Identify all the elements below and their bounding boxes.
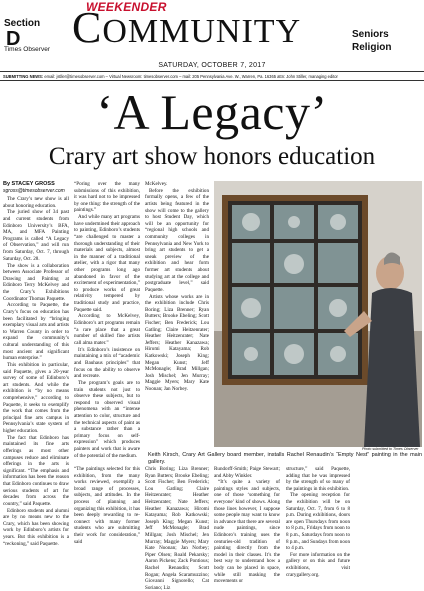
article-column-2	[74, 181, 140, 459]
subheadline: Crary art show honors education	[48, 143, 376, 170]
paragraph: The program’s goals are to train students not just to observe these subjects, but to respond to observed visual phenomena with an “intense attention to color, structure and the technical aspects of paint as a substance rather than a primary focus on self-expression” which produces painters and work that is aware of the potential of the medium.	[74, 380, 140, 459]
paragraph: According to McKelvey, Edinboro’s art programs remain “a rare place that a great number of skilled fine artists call alma mater.”	[74, 313, 140, 346]
paragraph: “It’s quite a variety of paintings styles and subjects, one of those ‘something for everyone’ kind of shows. Along those lines however, I suppose some people may want to know in advance that there are several nude paintings, since Edinboro’s training uses the centuries-old tradition of painting directly from the model in their classes. It’s the best way to understand how a body can be placed in space, while still masking the movements or	[214, 479, 280, 585]
paragraph: For more information on the gallery or on this and future exhibitions, visit crarygallery.org.	[286, 551, 350, 578]
photo-credit: Photo submitted to Times Observer	[362, 447, 419, 451]
article-column-7	[286, 466, 350, 578]
section-word: Section	[4, 18, 41, 29]
paragraph: McKelvey.	[145, 181, 168, 187]
topic-religion: Religion	[352, 42, 392, 53]
paragraph: Rundorff-Smith; Paige Stewart; and Abby Winkler.	[214, 466, 280, 479]
paragraph: This exhibition in particular, said Paquette, gives a 20-year survey of some of Edinboro’s art students. And while the exhibition is “by no means comprehensive,” according to Paquette, it seeks to exemplify the work that comes from the principal fine arts campus in Pennsylvania’s state system of higher education.	[3, 362, 69, 434]
article-column-6	[214, 466, 280, 585]
article-photo	[214, 181, 422, 447]
issue-date: SATURDAY, OCTOBER 7, 2017	[158, 62, 266, 69]
publication-name: Times Observer	[4, 46, 50, 53]
section-title-rest: OMMUNITY	[102, 13, 302, 50]
paragraph: “The paintings selected for this exhibition, from the many works reviewed, exemplify a broad range of processes, subjects, and attitudes. In the process of planning and organizing this exhibition, it has been deeply rewarding to re-connect with many former students who are submitting their work for consideration,” said	[74, 466, 140, 545]
headline: ‘A Legacy’	[96, 84, 328, 140]
gallery-photo-illustration	[214, 181, 422, 447]
submit-news-label: SUBMITTING NEWS:	[3, 74, 44, 79]
submit-news-bar	[0, 71, 424, 81]
submit-news-text: email: jstller@timesobserver.com – Virtual Newsroom: timesobserver.com – mail: 205 Pennsylvania Ave. W., Warren, Pa. 16365 attn: John Stiller, managing editor	[43, 74, 338, 79]
paragraph: It’s Edinboro’s insistence on maintaining a mix of “academic and Bauhaus principles” that focus on the ability to observe and recreate.	[74, 346, 140, 380]
paragraph: According to Paquette, the Crary’s focus on education has been facilitated by “bringing exemplary visual arts and artists to Warren County in order to expand the community’s cultural understanding of this most ancient and significant human enterprise.”	[3, 302, 69, 362]
paragraph: The Crary’s new show is all about honoring education.	[3, 196, 69, 209]
byline-email: sgross@timesobserver.com	[3, 188, 65, 194]
paragraph: structure,” said Paquette, adding that he was impressed by the strength of so many of the paintings in this exhibition.	[286, 466, 350, 492]
article-column-3	[145, 181, 209, 451]
paragraph: “Poring over the many submissions of this exhibition, it was hard not to be impressed by one thing: the strength of the paintings.”	[74, 181, 140, 214]
topic-seniors: Seniors	[352, 29, 389, 40]
article-column-1	[3, 196, 69, 561]
section-topics	[352, 28, 391, 54]
photo-caption: Keith Kirsch, Crary Art Gallery board member, installs Rachel Renaudin’s “Empty Nest” painting in the main gallery.	[148, 452, 422, 465]
paragraph: Chris Boring; Liza Brenner; Ryan Butters; Brooke Ebeling; Scott Fischer; Ben Frederick; Lou Gatling; Claire Heitzenrater; Heather Heitzenrater; Nate Jeffers; Heather Kanazawa; Hiromi Katayama; Rob Katkowski; Joseph King; Megan Kunst; Jeff McMonagle; Brad Millgan; Josh Mischel; Jen Murray; Maggie Myers; Mary Kate Noonan; Jan Norbey; Piper Olsen; Roald Pekarsky; Aaron Pickens; Zack Pontious; Rachel Renaudin; Scott Rogan; Angela Scaramuzzino; Giovanni Signorello; Cat Soriano; Liz	[145, 466, 209, 591]
byline: By STACEY GROSS	[3, 181, 55, 187]
paragraph: The show is a collaboration between Associate Professor of Drawing and Painting at Edinboro Terry McKelvey and the Crary’s Exhibitions Coordinator Thomas Paquette.	[3, 262, 69, 302]
paragraph: Edinboro students and alumni are by no means new to the Crary, which has been showing work by Edinboro’s artists for years. But this exhibition is a “reckoning,” said Paquette.	[3, 507, 69, 547]
weekender-label: WEEKENDER	[86, 0, 167, 14]
section-letter: D	[6, 28, 21, 50]
article-column-5	[145, 466, 209, 591]
paragraph: And while many art programs have undermined their approach to painting, Edinboro’s students “are challenged to master a thorough understanding of their materials and subjects, almost in the manner of a traditional atelier, with a rigor that many other programs long ago abandoned in favor of the excitement of experimentation,” to produce works of great relativity tempered by traditional study and practice, Paquette said.	[74, 214, 140, 313]
paragraph: The juried show of 34 past and current students from Edinboro University’s BFA, MA, and MFA Painting Programs is called “A Legacy of Observation,” and will run from Saturday, Oct. 7, through Saturday, Oct. 28.	[3, 209, 69, 262]
masthead	[0, 0, 424, 62]
article-column-4	[74, 466, 140, 561]
paragraph: The opening reception for the exhibition will be on Saturday, Oct. 7, from 6 to 8 p.m. During exhibitions, doors are open Thursdays from noon to 8 p.m., Fridays from noon to 8 p.m., Saturdays from noon to 8 p.m., and Sundays from noon to 4 p.m.	[286, 492, 350, 552]
paragraph: The fact that Edinboro has maintained its fine arts offerings as most other campuses reduce and eliminate offerings in the arts is significant. “The emphasis and information has been the reason that Edinboro continues to draw serious students of art for decades from across the country,” said Paquette.	[3, 434, 69, 507]
section-title-initial: C	[72, 3, 103, 52]
paragraph: Before the exhibition formally opens, a few of the artists being featured in the show will come to the gallery to host Student Day, which will be an opportunity for “regional high schools and community colleges in Pennsylvania and New York to bring art students to get a sneak preview of the exhibition and hear form former art students about studying art at the college and postgraduate level,” said Paquette.	[145, 187, 209, 293]
paragraph: Artists whose works are in the exhibition include Chris Boring; Liza Brenner; Ryan Butters; Brooke Ebeling; Scott Fischer; Ben Frederick; Lou Gatling; Claire Heitzenrater; Heather Heitzenrater; Nate Jeffers; Heather Kanazawa; Hiromi Katayama; Rob Katkowski; Joseph King; Megan Kunst; Jeff McMonagle; Brad Millgan; Josh Mischel; Jen Murray; Maggie Myers; Mary Kate Noonan; Jan Norbey.	[145, 293, 209, 392]
